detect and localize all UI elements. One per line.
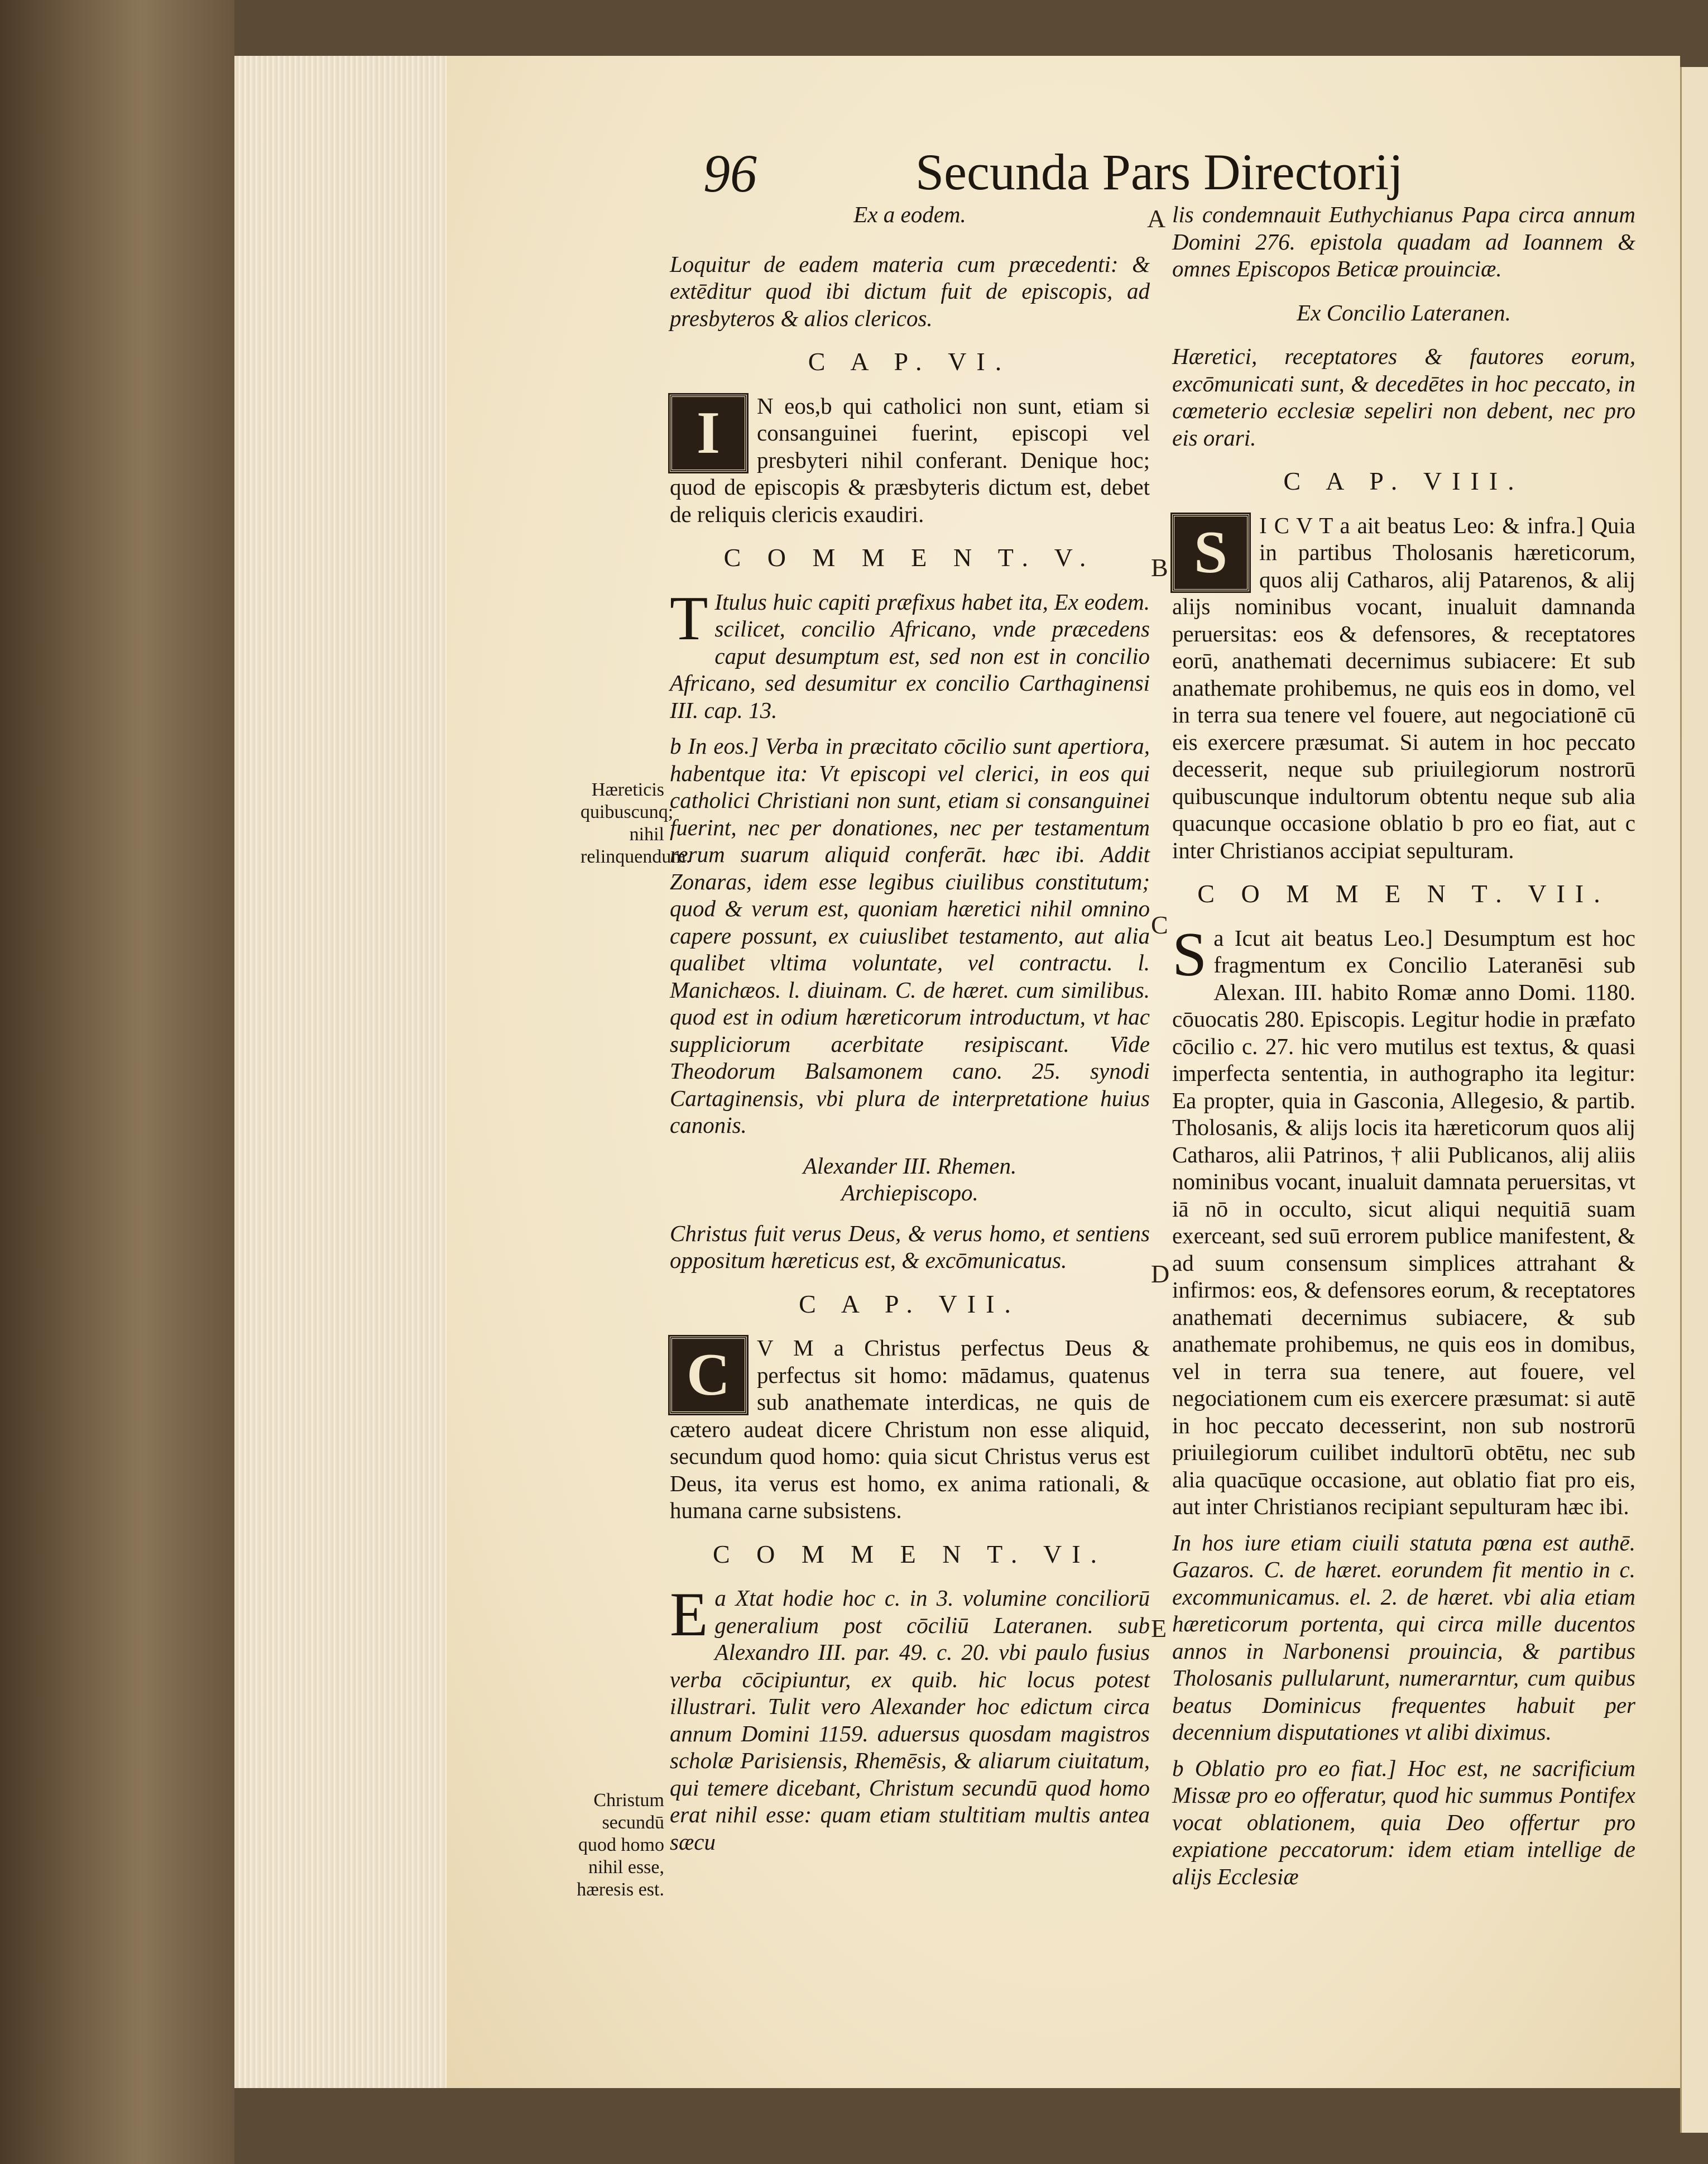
running-title: Secunda Pars Directorij bbox=[915, 143, 1403, 200]
comment-heading: C O M M E N T. V. bbox=[723, 543, 1096, 572]
page-header bbox=[703, 142, 1496, 209]
book-binding bbox=[0, 0, 234, 2164]
chapter-text bbox=[670, 392, 1150, 528]
chapter-body: I C V T a ait beatus Leo: & infra.] Quia in partibus Tholosanis hæreticorum, quos alij Catharos, alij Patarenos, & alij alijs nominibus vocant, inualuit damnanda peruersitas: eos & defensores, & receptatores eorū, anathemati decernimus subiacere: Et sub anathemate prohibemus, ne quis eos in domo, vel in terra sua tenere vel fouere, aut negociationē cū eis exercere præsumat. Si autem in hoc peccato decesserit, neque sub priuilegiorum nostrorū quibuscunque indultorum obtentu neque sub alia quacunque occasione oblatio b pro eo fiat, aut c inter Christianos accipiat sepulturam. bbox=[1172, 512, 1635, 863]
page-number: 96 bbox=[703, 143, 757, 203]
source-title: Ex Concilio Lateranen. bbox=[1297, 299, 1511, 325]
right-column bbox=[1172, 201, 1635, 1899]
comment-paragraph: Itulus huic capiti præfixus habet ita, Ex eodem. scilicet, concilio Africano, vnde præcedens caput desumptum est, sed non est in concilio Africano, sed desumitur ex concilio Carthaginensi III. cap. 13. bbox=[670, 588, 1150, 723]
source-title: Alexander III. Rhemen. bbox=[803, 1152, 1017, 1179]
section-mark-b: B bbox=[1151, 553, 1168, 582]
source-title: Archiepiscopo. bbox=[841, 1180, 978, 1205]
chapter-summary: Hæretici, receptatores & fautores eorum, excōmunicati sunt, & decedētes in hoc peccato, in cœmeterio ecclesiæ sepeliri non debent, nec pro eis orari. bbox=[1172, 343, 1635, 451]
comment-paragraph: b In eos.] Verba in præcitato cōcilio sunt apertiora, habentque ita: Vt episcopi vel clerici, in eos qui catholici Christiani non sunt, etiam si consanguinei fuerint, nec per donationes, nec per testamentum rerum suarum aliquid conferāt. hæc ibi. Addit Zonaras, idem esse legibus ciuilibus constitutum; quod & verum est, quoniam hæretici nihil omnino capere possunt, ex cuiuslibet testamento, aut alia qualibet vltima voluntate, vel contractu. l. Manichæos. l. diuinam. C. de hæret. cum similibus. quod est in odium hæreticorum introductum, vt hac suppliciorum acerbitate resipiscant. Vide Theodorum Balsamonem cano. 25. synodi Cartaginensis, vbi plura de interpretatione huius canonis. bbox=[670, 733, 1150, 1138]
chapter-heading: C A P. VIII. bbox=[1283, 467, 1524, 495]
comment-paragraph: In hos iure etiam ciuili statuta pœna est authē. Gazaros. C. de hæret. eorundem fit mentio in c. excommunicamus. el. 2. de hæret. vbi alia etiam hæreticorum portenta, qui circa mille ducentos annos in Narbonensi prouincia, & partibus Tholosanis pullularunt, numerarntur, cum quibus beatus Dominicus frequentes habuit per decennium disputationes vt alibi diximus. bbox=[1172, 1529, 1635, 1745]
comment-initial: E bbox=[670, 1580, 708, 1649]
decorated-initial: I bbox=[670, 395, 747, 472]
section-mark-d: D bbox=[1151, 1260, 1170, 1288]
chapter-body: V M a Christus perfectus Deus & perfectus sit homo: mādamus, quatenus sub anathemate interdicas, ne quis de cætero audeat dicere Christum non esse aliquid, secundum quod homo: quia sicut Christus verus est Deus, ita verus est homo, ex anima rationali, & humana carne subsistens. bbox=[670, 1335, 1150, 1523]
comment-paragraph: b Oblatio pro eo fiat.] Hoc est, ne sacrificium Missæ pro eo offeratur, quod hic summus Pontifex vocat oblationem, quia Deo offertur pro expiatione peccatorum: idem etiam intellige de alijs Ecclesiæ bbox=[1172, 1755, 1635, 1889]
section-mark-a: A bbox=[1147, 204, 1166, 233]
chapter-heading: C A P. VI. bbox=[808, 347, 1012, 376]
chapter-heading: C A P. VII. bbox=[799, 1289, 1021, 1318]
left-column bbox=[670, 201, 1150, 1864]
facing-page-edge bbox=[1680, 67, 1708, 2133]
comment-heading: C O M M E N T. VI. bbox=[712, 1539, 1107, 1568]
decorated-initial: S bbox=[1172, 514, 1249, 591]
comment-paragraph: a Xtat hodie hoc c. in 3. volumine conciliorū generalium post cōciliū Lateranen. sub Alexandro III. par. 49. c. 20. vbi paulo fusius verba cōcipiuntur, ex quib. hic locus potest illustrari. Tulit vero Alexander hoc edictum circa annum Domini 1159. aduersus quosdam magistros scholæ Parisiensis, Rhemēsis, & aliarum ciuitatum, qui temere dicebant, Christum secundū quod homo erat nihil esse: quam etiam stultitiam multis antea sæcu bbox=[670, 1585, 1150, 1855]
margin-note-heretics: Hæreticis quibuscunq; nihil relinquendum. bbox=[580, 779, 691, 867]
comment-paragraph: a Icut ait beatus Leo.] Desumptum est hoc fragmentum ex Concilio Lateranēsi sub Alexan. III. habito Romæ anno Domi. 1180. cōuocatis 280. Episcopis. Legitur hodie in præfato cōcilio c. 27. hic vero mutilus est textus, & quasi imperfecta sententia, in authographo ita legitur: Ea propter, quia in Gasconia, Allegesio, & partib. Tholosanis, & alijs locis ita hæreticorum quos alij Catharos, alii Patrinos, † alii Publicanos, alij aliis nominibus vocant, inualuit damnata peruersitas, vt iā nō in occulto, sicut aliqui nequitiā suam exerceant, sed suū errorem publice manifestent, & ad suum consensum simplices attrahant & infirmos: eos, & defensores eorum, & receptatores anathemati decernimus subiacere, & sub anathemate prohibemus, ne quis eos in domibus, vel in terra sua tenere, aut fouere, vel negociationem cum eis exercere præsumat: si autē in hoc peccato decesserint, non sub nostrorū priuilegiorum cuilibet indultorū obtētu, nec sub alia quacūque occasione, aut oblatio fiat pro eis, aut inter Christianos recipiant sepulturam hæc ibi. bbox=[1172, 925, 1635, 1519]
section-mark-e: E bbox=[1151, 1614, 1167, 1643]
section-mark-c: C bbox=[1151, 911, 1168, 939]
chapter-summary: Loquitur de eadem materia cum præcedenti: & extēditur quod ibi dictum fuit de episcopis, ad presbyteros & alios clericos. bbox=[670, 251, 1150, 331]
chapter-body: N eos,b qui catholici non sunt, etiam si consanguinei fuerint, episcopi vel presbyteri nihil conferant. Denique hoc; quod de episcopis & præsbyteris dictum est, debet de reliquis clericis exaudiri. bbox=[670, 392, 1150, 527]
decorated-initial: C bbox=[670, 1337, 747, 1414]
comment-initial: S bbox=[1172, 920, 1207, 989]
comment-heading: C O M M E N T. VII. bbox=[1197, 879, 1610, 908]
margin-note-christ: Christum secundū quod homo nihil esse, hæresis est. bbox=[577, 1790, 664, 1900]
comment-initial: T bbox=[670, 583, 708, 653]
chapter-summary: Christus fuit verus Deus, & verus homo, et sentiens oppositum hæreticus est, & excōmunicatus. bbox=[670, 1220, 1150, 1273]
source-title: Ex a eodem. bbox=[853, 202, 966, 227]
continued-text: lis condemnauit Euthychianus Papa circa annum Domini 276. epistola quadam ad Ioannem & omnes Episcopos Beticæ prouinciæ. bbox=[1172, 202, 1635, 281]
page-edges bbox=[234, 56, 448, 2088]
